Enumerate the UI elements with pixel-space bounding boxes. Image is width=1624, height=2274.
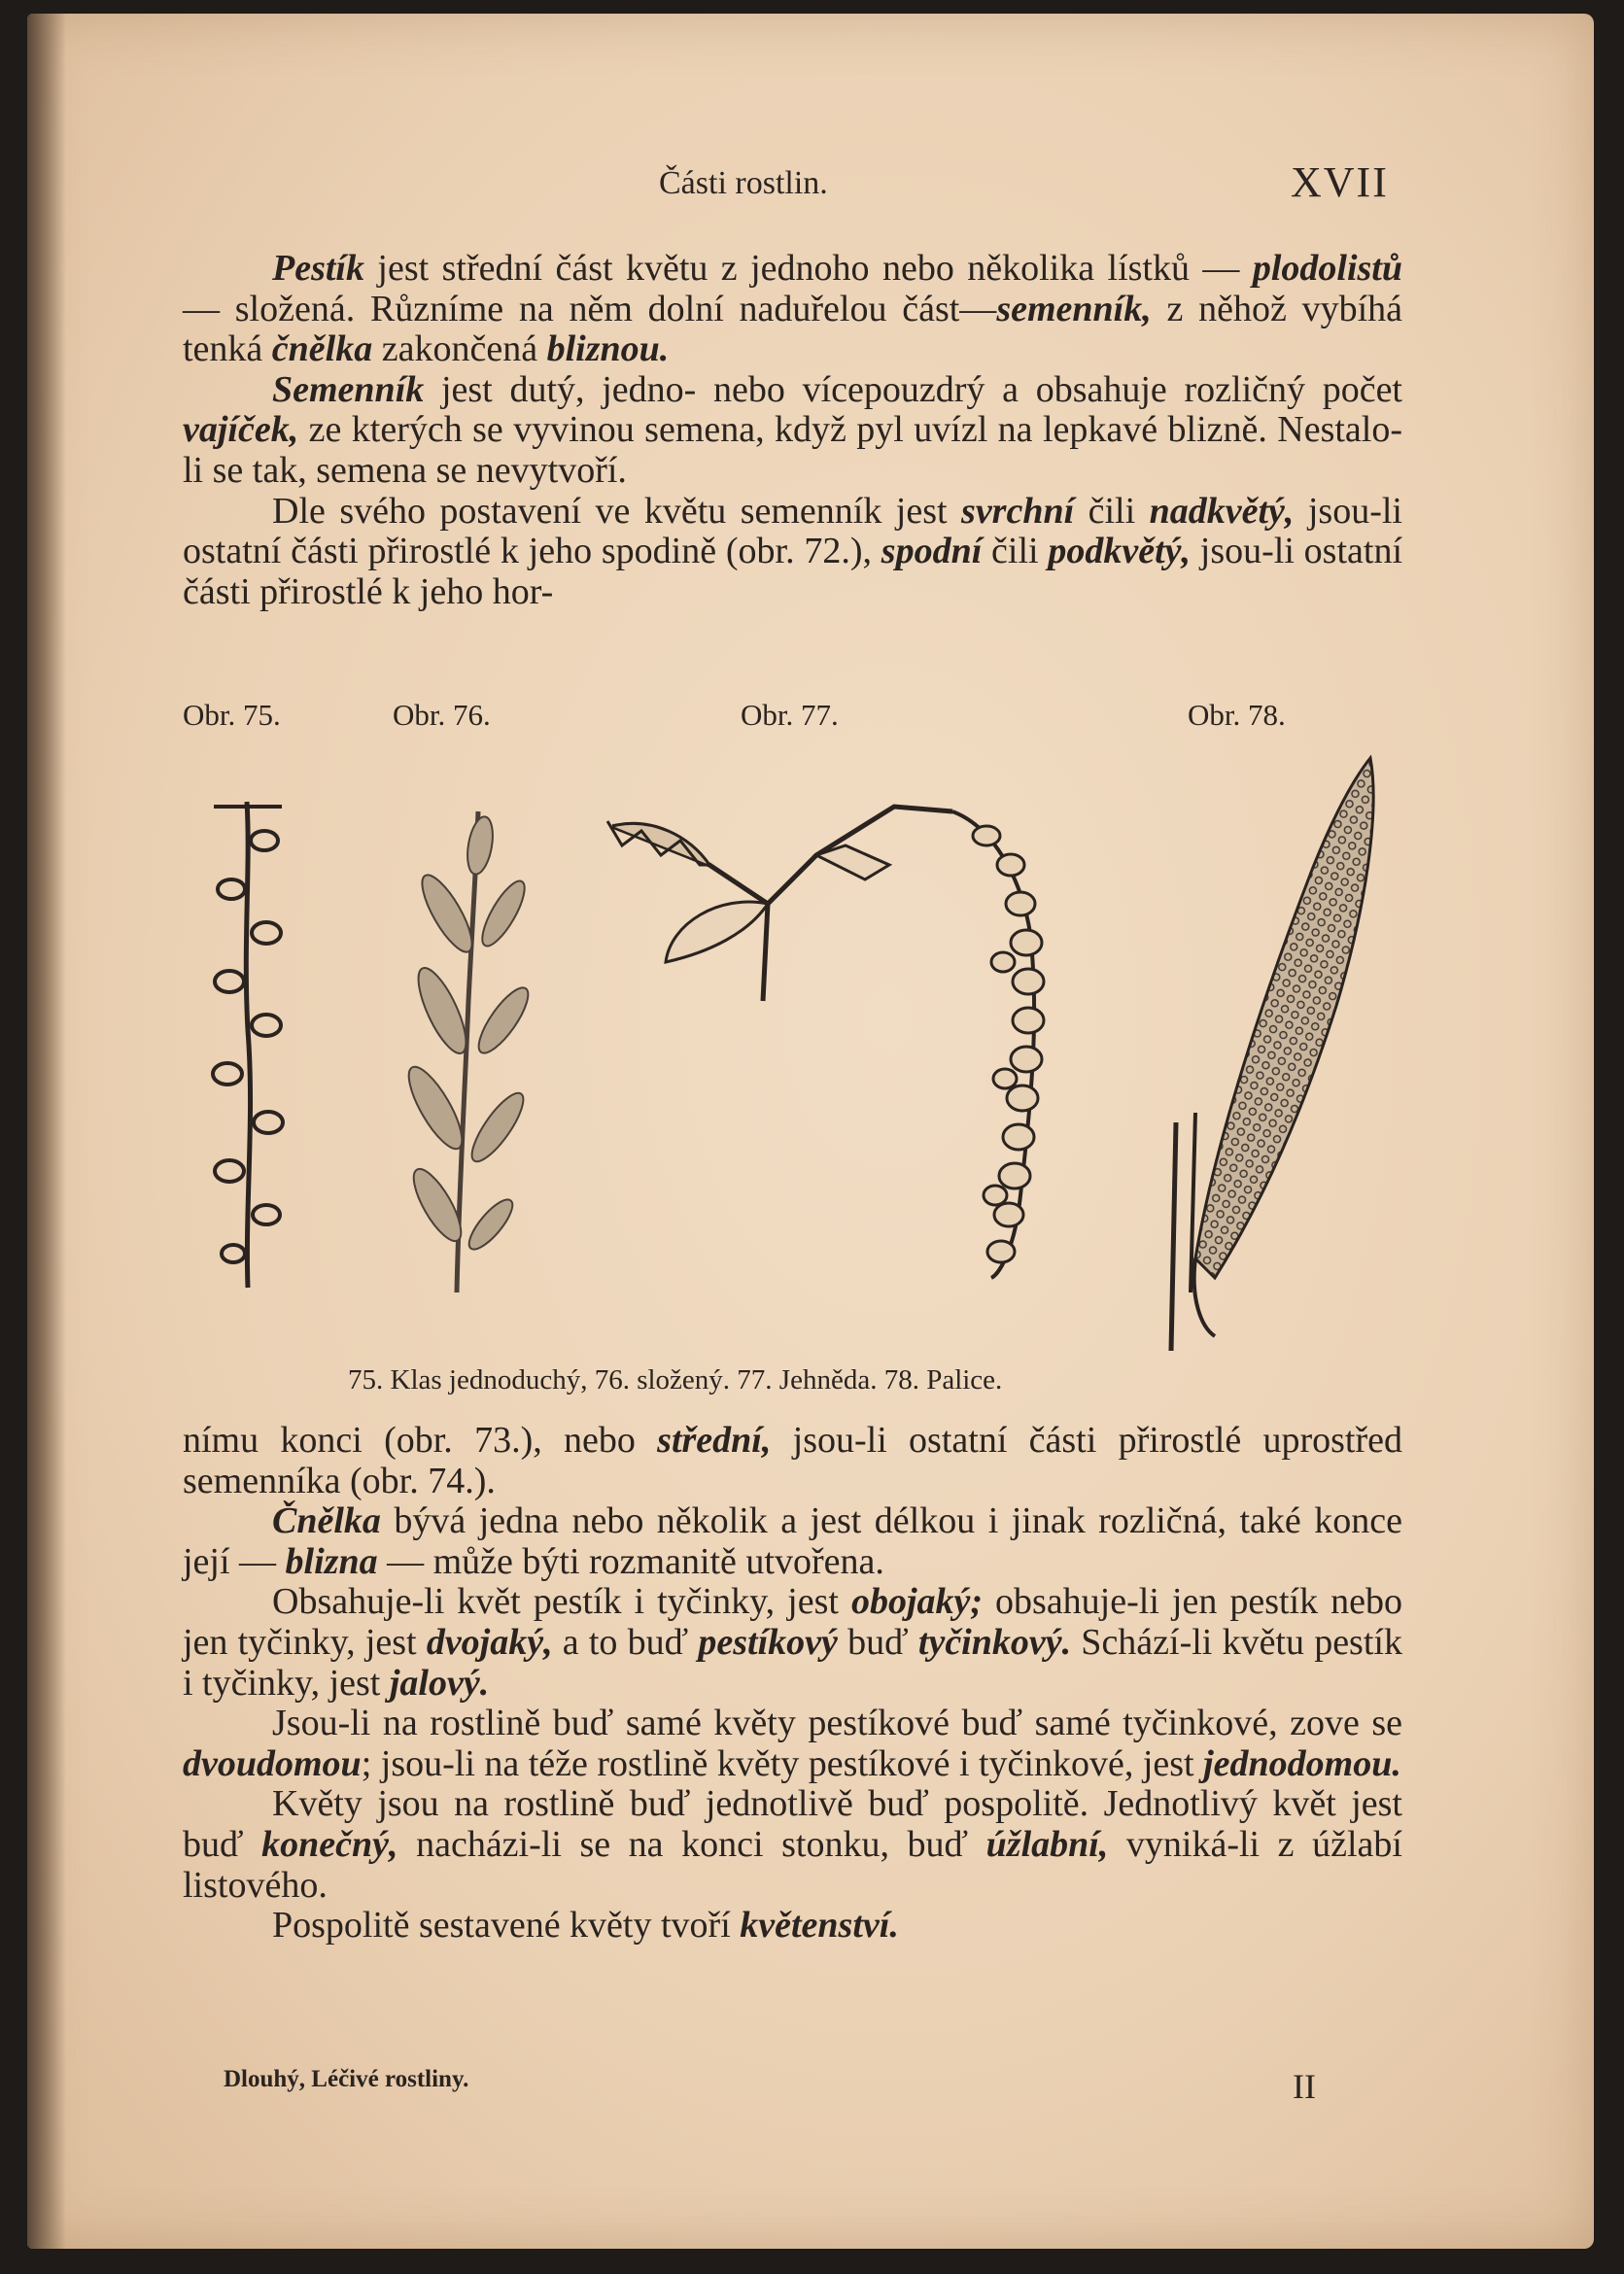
text-run: jest střední část květu z jednoho nebo několika lístků — — [363, 248, 1253, 289]
paragraph — [183, 1421, 1402, 1501]
running-header — [0, 158, 1624, 208]
emphasized-term: spodní — [881, 531, 983, 572]
text-run: Dle svého postavení ve květu semenník jest — [272, 490, 962, 532]
emphasized-term: dvoudomou — [183, 1742, 362, 1784]
emphasized-term: Semenník — [272, 368, 425, 410]
text-run: bývá jedna nebo několik a jest délkou i jinak rozličná, také konce její — — [183, 1500, 1402, 1582]
figure-label-78: Obr. 78. — [1188, 698, 1286, 732]
text-run: Schází-li květu pestík i tyčinky, jest — [183, 1621, 1402, 1704]
figure-label-76: Obr. 76. — [393, 698, 491, 732]
text-run: jsou-li ostatní části přirostlé uprostřed semenníka (obr. 74.). — [183, 1420, 1402, 1501]
emphasized-term: bliznou. — [546, 328, 670, 370]
emphasized-term: tyčinkový. — [917, 1621, 1072, 1663]
text-run: ; jsou-li na téže rostlině květy pestíkové i tyčinkové, jest — [361, 1742, 1204, 1784]
paragraph — [183, 370, 1402, 492]
emphasized-term: blizna — [285, 1540, 378, 1582]
text-run: nímu konci (obr. 73.), nebo — [183, 1420, 658, 1461]
emphasized-term: obojaký; — [850, 1581, 984, 1623]
text-run: — složená. Různíme na něm dolní naduřelou část— — [183, 288, 997, 329]
text-run: — může býti rozmanitě utvořena. — [377, 1540, 884, 1582]
text-run: buď — [837, 1621, 918, 1663]
figure-78-spadix — [1157, 753, 1390, 1356]
emphasized-term: svrchní — [961, 490, 1075, 532]
figure-75-simple-spike — [194, 797, 301, 1292]
paragraph — [183, 1582, 1402, 1704]
emphasized-term: Čnělka — [272, 1500, 381, 1542]
figure-76-compound-spike — [389, 807, 535, 1302]
text-run: Obsahuje-li květ pestík i tyčinky, jest — [272, 1581, 851, 1623]
emphasized-term: pestíkový — [698, 1621, 838, 1663]
emphasized-term: konečný, — [261, 1823, 398, 1865]
text-run: zakončená — [372, 328, 547, 370]
paragraph — [183, 1906, 1402, 1947]
figure-77-catkin — [603, 787, 1059, 1292]
emphasized-term: nadkvětý, — [1149, 490, 1295, 532]
footer-book-title: Dlouhý, Léčivé rostliny. — [224, 2066, 469, 2092]
text-run: Pospolitě sestavené květy tvoří — [272, 1905, 741, 1947]
paragraph — [183, 492, 1402, 613]
text-run: nacházi-li se na konci stonku, buď — [397, 1823, 986, 1865]
text-run: Květy jsou na rostlině buď jednotlivě buď pospolitě. Jednotlivý květ jest buď — [183, 1783, 1402, 1865]
text-run: čili — [982, 531, 1049, 572]
text-run: z něhož vybíhá tenká — [183, 288, 1402, 370]
figure-label-75: Obr. 75. — [183, 698, 281, 732]
emphasized-term: vajíček, — [183, 409, 299, 451]
emphasized-term: plodolistů — [1252, 248, 1402, 289]
text-run: Jsou-li na rostlině buď samé květy pestíkové buď samé tyčinkové, zove se — [272, 1703, 1402, 1744]
text-run: obsahuje-li jen pestík nebo jen tyčinky, jest — [183, 1581, 1402, 1663]
emphasized-term: střední, — [657, 1420, 772, 1461]
text-block-bottom — [183, 1421, 1402, 1947]
paragraph — [183, 249, 1402, 370]
figure-label-77: Obr. 77. — [741, 698, 839, 732]
text-run: a to buď — [552, 1621, 699, 1663]
text-run: jest dutý, jedno- nebo vícepouzdrý a obsahuje rozličný počet — [424, 368, 1402, 410]
text-run: ze kterých se vyvinou semena, když pyl uvízl na lepkavé blizně. Nestalo-li se tak, semena se nevytvoří. — [183, 409, 1402, 491]
emphasized-term: semenník, — [996, 288, 1152, 329]
emphasized-term: jednodomou. — [1203, 1742, 1401, 1784]
text-run: jsou-li ostatní části přirostlé k jeho spodině (obr. 72.), — [183, 490, 1402, 572]
figure-caption: 75. Klas jednoduchý, 76. složený. 77. Jehněda. 78. Palice. — [348, 1364, 1003, 1395]
paragraph — [183, 1784, 1402, 1906]
header-title: Části rostlin. — [659, 165, 828, 201]
book-spine — [27, 14, 66, 2249]
text-block-top — [183, 249, 1402, 612]
paragraph — [183, 1704, 1402, 1784]
emphasized-term: květenství. — [740, 1905, 899, 1947]
emphasized-term: Pestík — [272, 248, 364, 289]
text-run: jsou-li ostatní části přirostlé k jeho hor- — [183, 531, 1402, 612]
emphasized-term: podkvětý, — [1048, 531, 1192, 572]
emphasized-term: čnělka — [271, 328, 373, 370]
text-run: vyniká-li z úžlabí listového. — [183, 1823, 1402, 1906]
text-run: čili — [1074, 490, 1150, 532]
emphasized-term: jalový. — [389, 1662, 490, 1704]
header-page-number: XVII — [1291, 158, 1389, 206]
paragraph — [183, 1501, 1402, 1582]
footer-signature-mark: II — [1293, 2067, 1316, 2106]
emphasized-term: dvojaký, — [426, 1621, 553, 1663]
emphasized-term: úžlabní, — [985, 1823, 1109, 1865]
